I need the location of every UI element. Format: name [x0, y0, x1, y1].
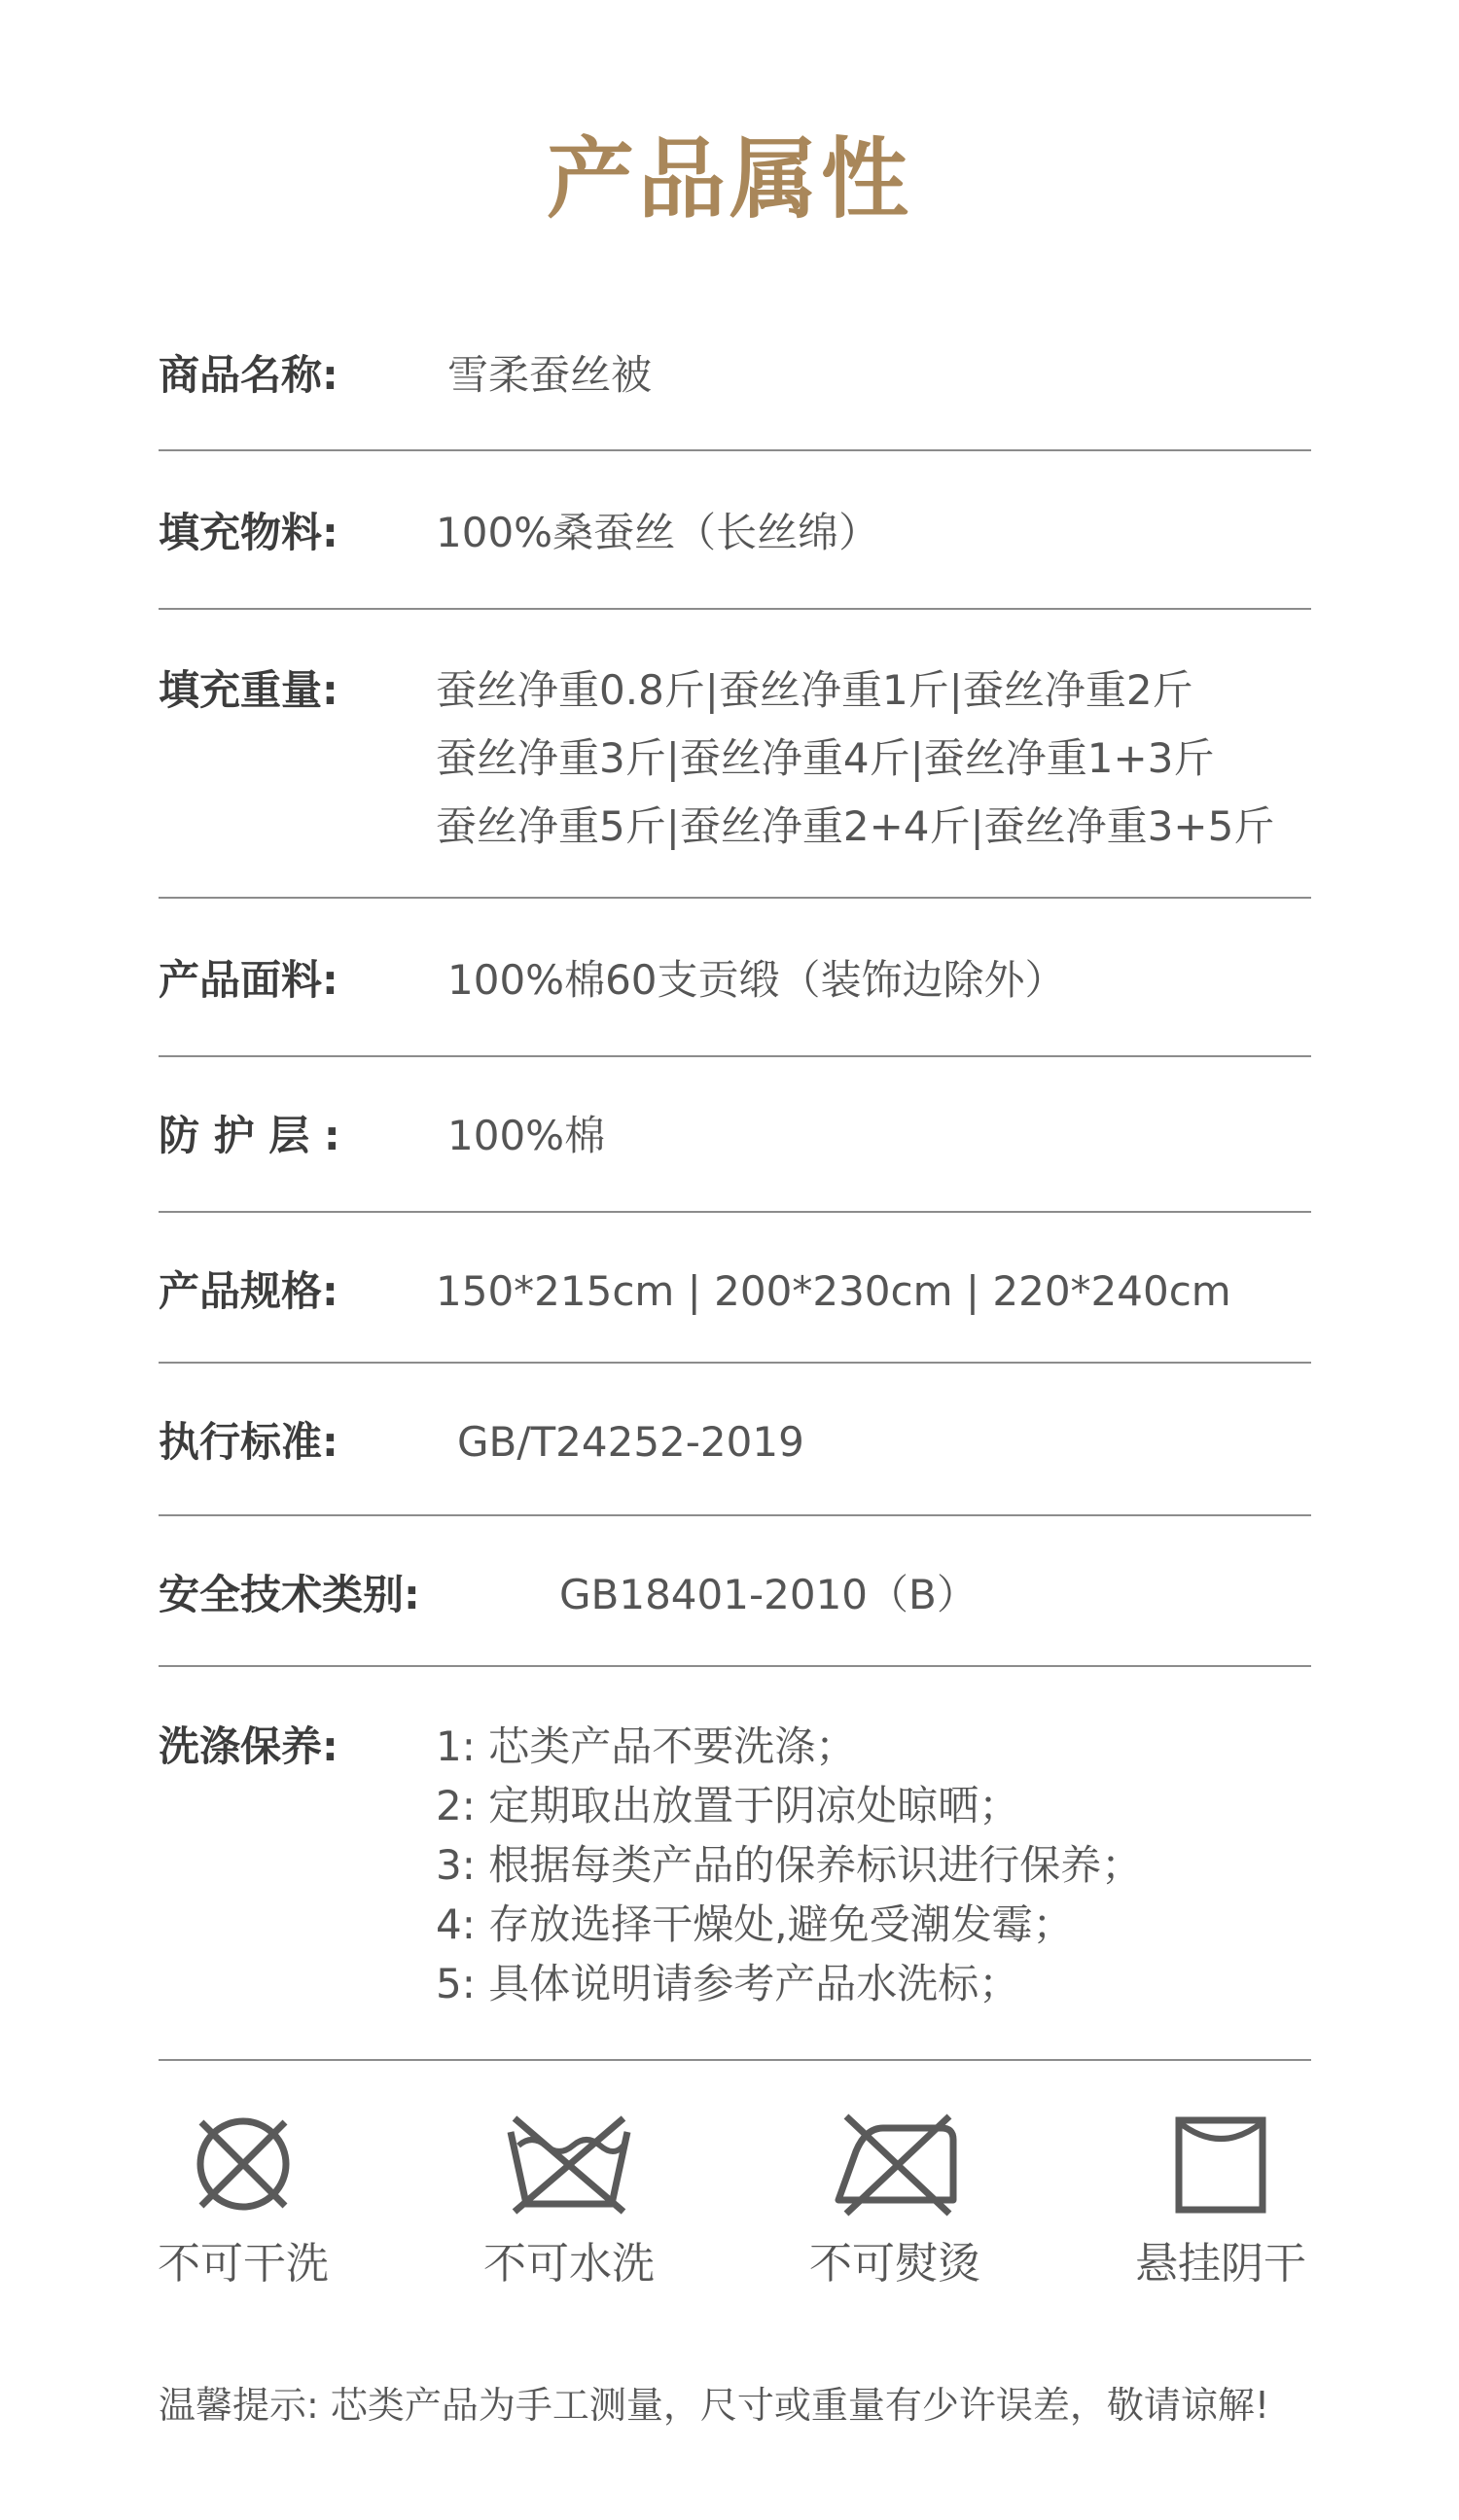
care-instruction-line: 1: 芯类产品不要洗涤；	[436, 1722, 857, 1770]
weight-line: 蚕丝净重5斤|蚕丝净重2+4斤|蚕丝净重3+5斤	[436, 802, 1275, 850]
attr-label: 填充物料:	[159, 509, 338, 556]
divider	[159, 897, 1311, 899]
line-dry-shade-icon	[1114, 2111, 1328, 2218]
no-wash-icon	[462, 2111, 676, 2218]
no-dry-clean-icon	[136, 2111, 350, 2218]
attr-label: 执行标准:	[159, 1418, 338, 1466]
care-instruction-line: 4: 存放选择干燥处,避免受潮发霉；	[436, 1900, 1074, 1948]
attr-label: 防 护 层 :	[159, 1112, 340, 1159]
divider	[159, 1514, 1311, 1516]
divider	[159, 2059, 1311, 2061]
weight-line: 蚕丝净重3斤|蚕丝净重4斤|蚕丝净重1+3斤	[436, 734, 1215, 782]
divider	[159, 1211, 1311, 1213]
care-symbol-label: 悬挂阴干	[1135, 2239, 1306, 2289]
care-instruction-line: 3: 根据每类产品的保养标识进行保养；	[436, 1841, 1143, 1889]
divider	[159, 449, 1311, 451]
care-instruction-line: 2: 定期取出放置于阴凉处晾晒；	[436, 1782, 1020, 1829]
attr-value: GB18401-2010（B）	[559, 1571, 978, 1618]
attr-value: 100%棉	[447, 1112, 606, 1159]
attr-label: 商品名称:	[159, 351, 338, 399]
care-instruction-line: 5: 具体说明请参考产品水洗标；	[436, 1960, 1020, 2007]
attr-label: 产品面料:	[159, 956, 338, 1004]
attr-label: 安全技术类别:	[159, 1571, 420, 1618]
attr-value: 雪柔蚕丝被	[447, 351, 653, 399]
no-iron-icon	[788, 2111, 1002, 2218]
attr-value: GB/T24252-2019	[457, 1418, 804, 1466]
attr-value: 100%桑蚕丝（长丝绵）	[436, 509, 880, 556]
attr-label: 洗涤保养:	[159, 1722, 338, 1770]
attr-value-lines	[436, 657, 1274, 861]
warm-tip: 温馨提示: 芯类产品为手工测量，尺寸或重量有少许误差，敬请谅解!	[159, 2384, 1270, 2427]
care-symbol-label: 不可水洗	[483, 2239, 655, 2289]
divider	[159, 608, 1311, 610]
care-instructions	[436, 1717, 1142, 2013]
weight-line: 蚕丝净重0.8斤|蚕丝净重1斤|蚕丝净重2斤	[436, 666, 1193, 714]
attr-value: 150*215cm | 200*230cm | 220*240cm	[436, 1267, 1231, 1315]
care-symbol-label: 不可干洗	[158, 2239, 329, 2289]
attr-value: 100%棉60支贡缎（装饰边除外）	[447, 956, 1066, 1004]
divider	[159, 1362, 1311, 1364]
divider	[159, 1055, 1311, 1057]
attr-label: 产品规格:	[159, 1267, 338, 1315]
attr-label: 填充重量:	[159, 666, 338, 714]
divider	[159, 1665, 1311, 1667]
page-title: 产品属性	[547, 128, 912, 231]
care-symbol-label: 不可熨烫	[809, 2239, 980, 2289]
